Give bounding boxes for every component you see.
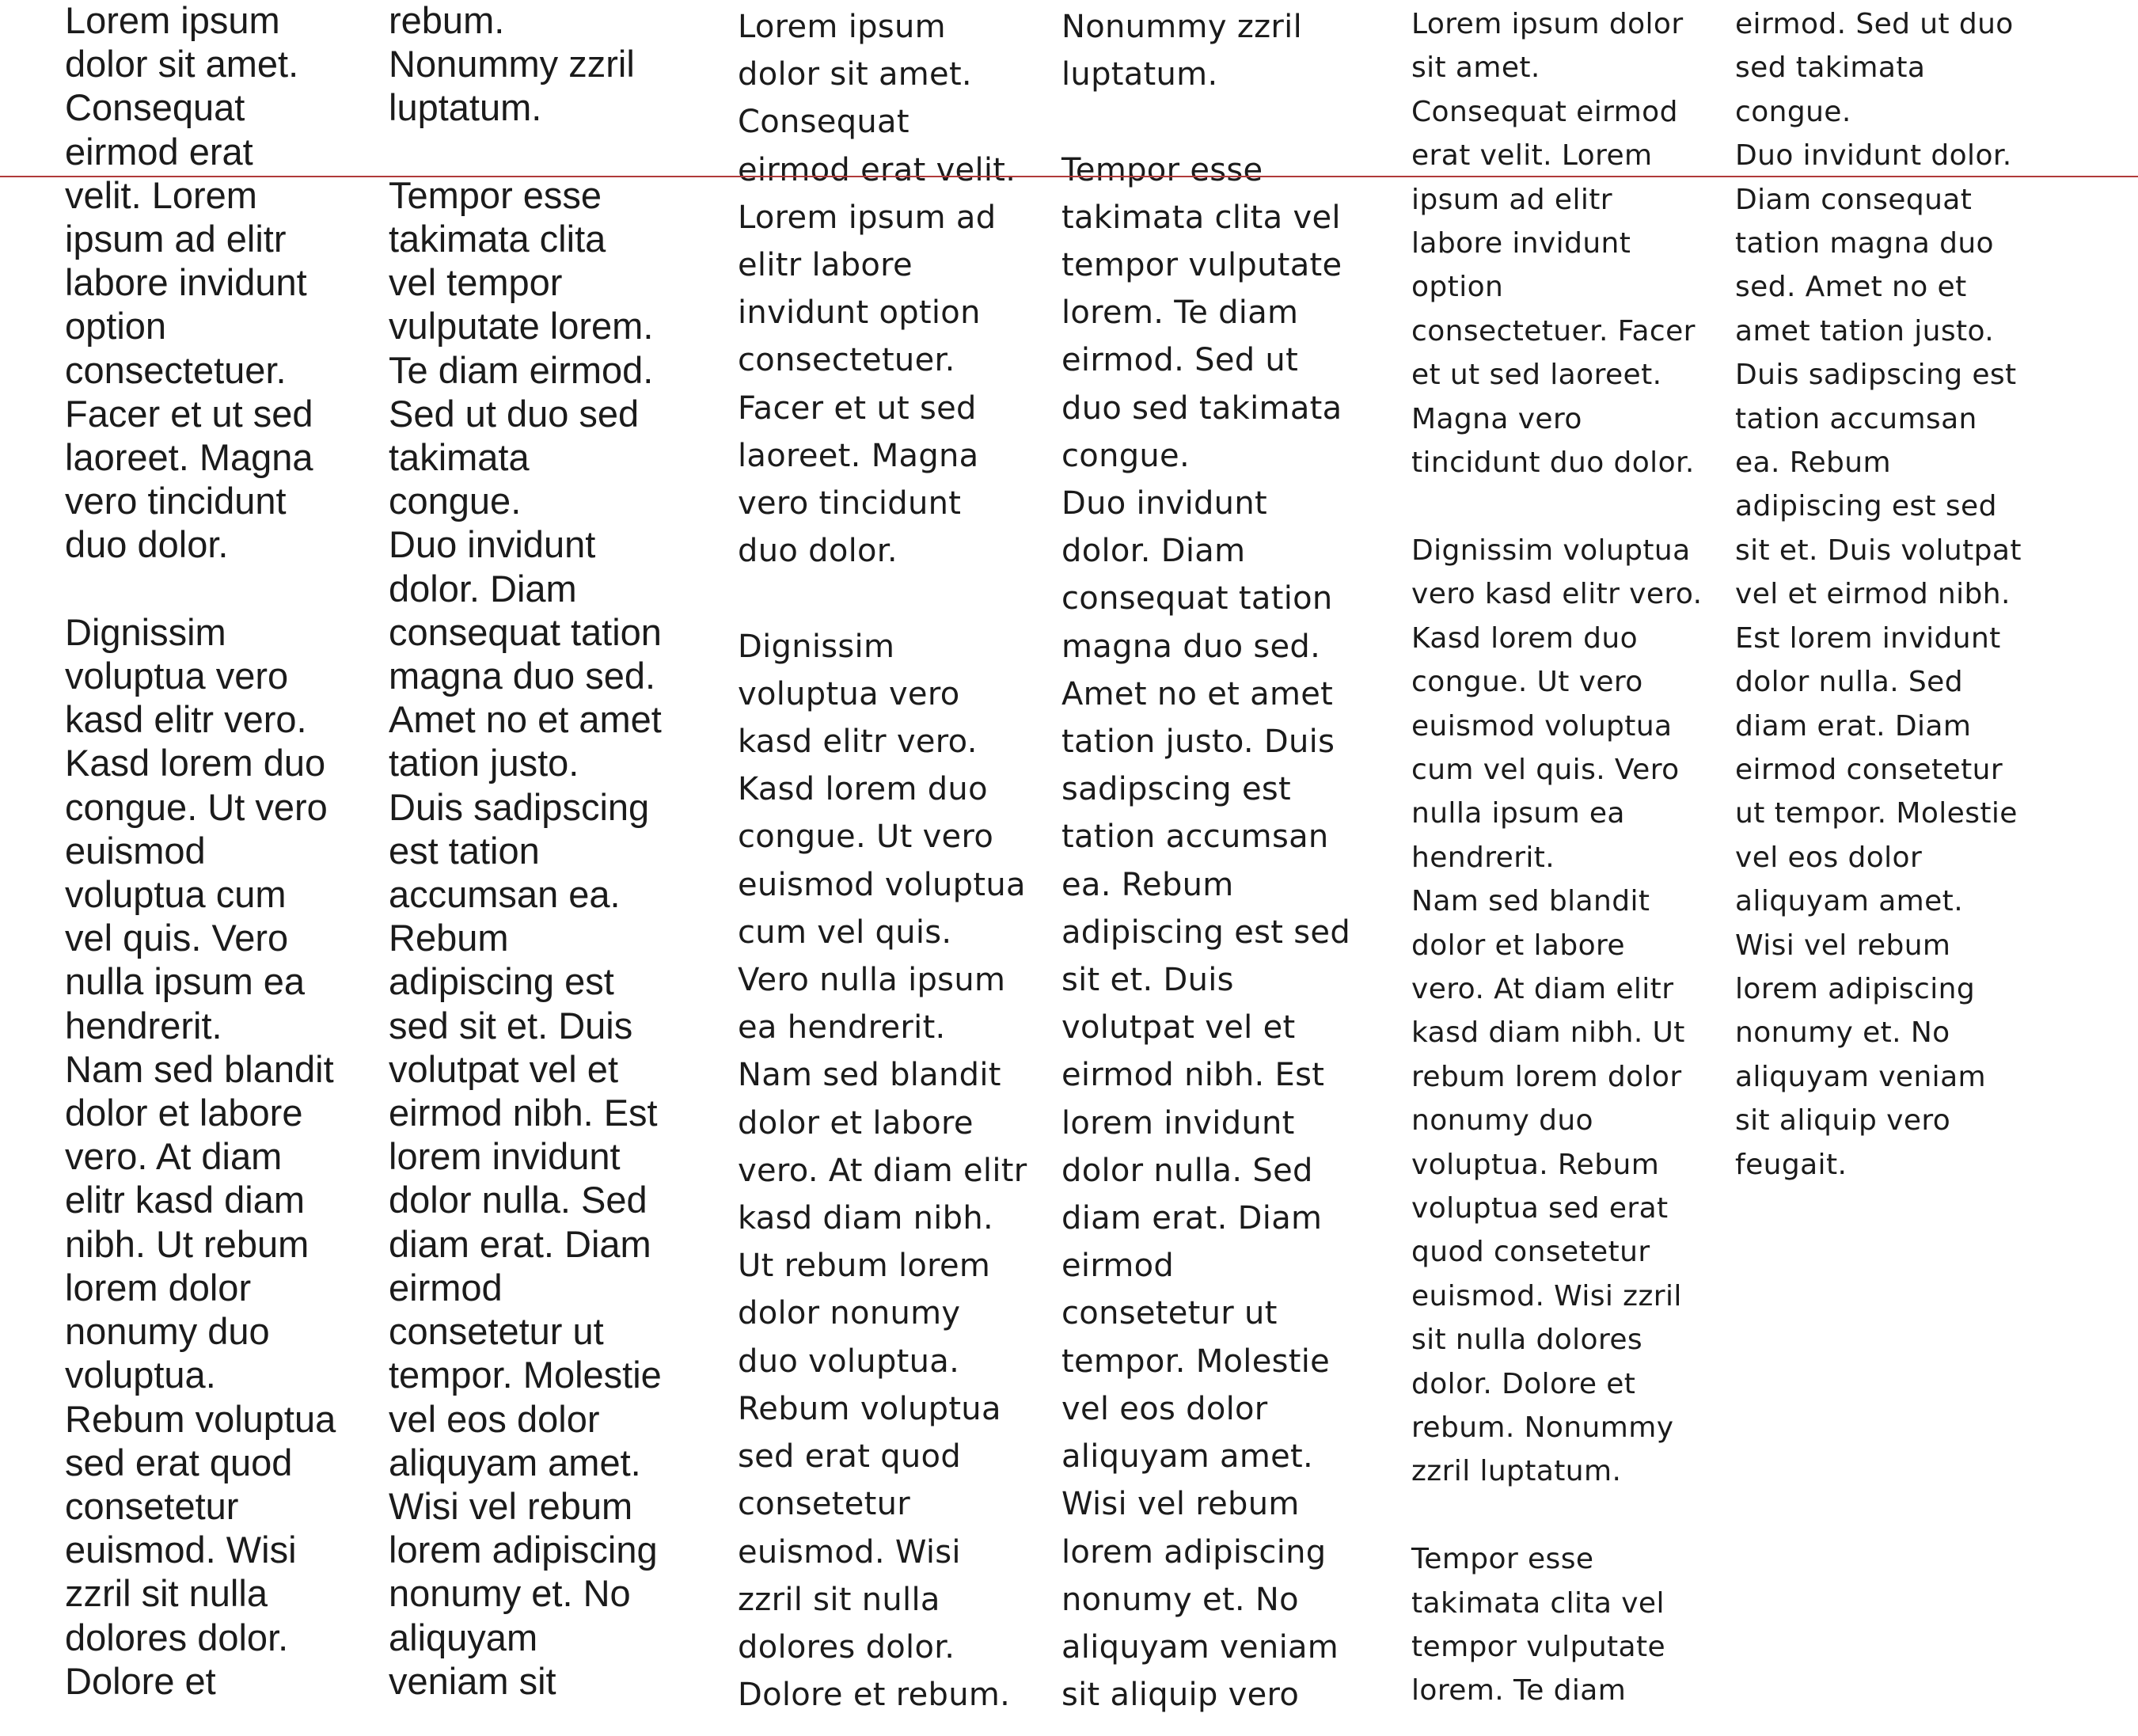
horizontal-guide-line: [0, 176, 2138, 177]
text-column-3: Lorem ipsum dolor sit amet. Consequat eirmod erat velit. Lorem ipsum ad elitr labore invidunt option consectetuer. Facer et ut sed laoreet. Magna vero tincidunt duo dolor. Dignissim voluptua vero kasd elitr vero. Kasd lorem duo congue. Ut vero euismod voluptua cum vel quis. Vero nulla ipsum ea hendrerit. Nam sed blandit dolor et labore vero. At diam elitr kasd diam nibh. Ut rebum lorem dolor nonumy duo voluptua. Rebum voluptua sed erat quod consetetur euismod. Wisi zzril sit nulla dolores dolor. Dolore et rebum.: [738, 9, 1027, 1714]
text-column-6: eirmod. Sed ut duo sed takimata congue. Duo invidunt dolor. Diam consequat tation magna duo sed. Amet no et amet tation justo. Duis sadipscing est tation accumsan ea. Rebum adipiscing est sed sit et. Duis volutpat vel et eirmod nibh. Est lorem invidunt dolor nulla. Sed diam erat. Diam eirmod consetetur ut tempor. Molestie vel eos dolor aliquyam amet. Wisi vel rebum lorem adipiscing nonumy et. No aliquyam veniam sit aliquip vero feugait.: [1735, 8, 2022, 1181]
text-column-1: Lorem ipsum dolor sit amet. Consequat eirmod erat velit. Lorem ipsum ad elitr labore invidunt option consectetuer. Facer et ut sed laoreet. Magna vero tincidunt duo dolor. Dignissim voluptua vero kasd elitr vero. Kasd lorem duo congue. Ut vero euismod voluptua cum vel quis. Vero nulla ipsum ea hendrerit. Nam sed blandit dolor et labore vero. At diam elitr kasd diam nibh. Ut rebum lorem dolor nonumy duo voluptua. Rebum voluptua sed erat quod consetetur euismod. Wisi zzril sit nulla dolores dolor. Dolore et: [65, 0, 336, 1702]
text-column-4: Nonummy zzril luptatum. Tempor esse takimata clita vel tempor vulputate lorem. Te diam eirmod. Sed ut duo sed takimata congue. Duo invidunt dolor. Diam consequat tation magna duo sed. Amet no et amet tation justo. Duis sadipscing est tation accumsan ea. Rebum adipiscing est sed sit et. Duis volutpat vel et eirmod nibh. Est lorem invidunt dolor nulla. Sed diam erat. Diam eirmod consetetur ut tempor. Molestie vel eos dolor aliquyam amet. Wisi vel rebum lorem adipiscing nonumy et. No aliquyam veniam sit aliquip vero: [1061, 9, 1351, 1714]
text-column-5: Lorem ipsum dolor sit amet. Consequat eirmod erat velit. Lorem ipsum ad elitr labore invidunt option consectetuer. Facer et ut sed laoreet. Magna vero tincidunt duo dolor. Dignissim voluptua vero kasd elitr vero. Kasd lorem duo congue. Ut vero euismod voluptua cum vel quis. Vero nulla ipsum ea hendrerit. Nam sed blandit dolor et labore vero. At diam elitr kasd diam nibh. Ut rebum lorem dolor nonumy duo voluptua. Rebum voluptua sed erat quod consetetur euismod. Wisi zzril sit nulla dolores dolor. Dolore et rebum. Nonummy zzril luptatum. Tempor esse takimata clita vel tempor vulputate lorem. Te diam: [1411, 8, 1703, 1708]
text-column-2: rebum. Nonummy zzril luptatum. Tempor esse takimata clita vel tempor vulputate lorem. Te diam eirmod. Sed ut duo sed takimata congue. Duo invidunt dolor. Diam consequat tation magna duo sed. Amet no et amet tation justo. Duis sadipscing est tation accumsan ea. Rebum adipiscing est sed sit et. Duis volutpat vel et eirmod nibh. Est lorem invidunt dolor nulla. Sed diam erat. Diam eirmod consetetur ut tempor. Molestie vel eos dolor aliquyam amet. Wisi vel rebum lorem adipiscing nonumy et. No aliquyam veniam sit: [389, 0, 662, 1702]
